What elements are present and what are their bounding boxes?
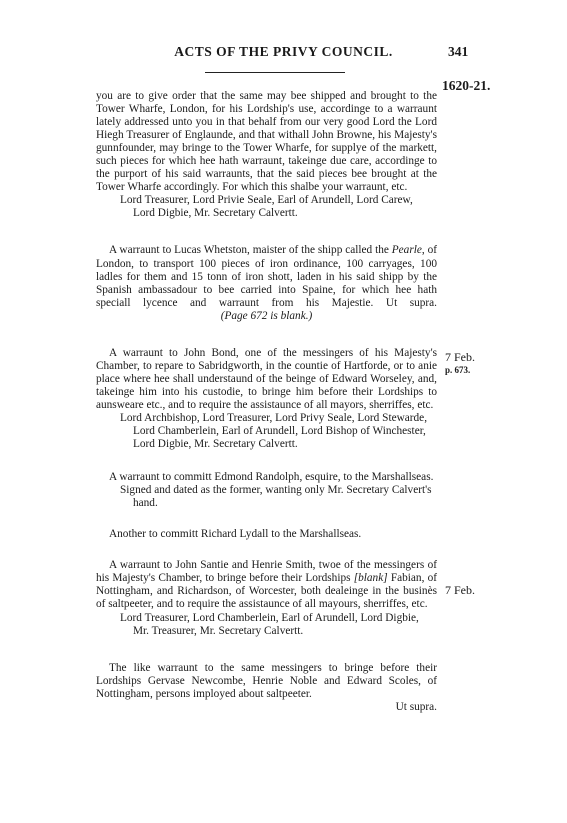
paragraph-edmond-randolph: A warraunt to committ Edmond Randolph, esquire, to the Marshallseas. xyxy=(109,471,434,484)
paragraph-lucas-whetston: A warraunt to Lucas Whetston, maister of the shipp called the Pearle, of London, to transport 100 pieces of iron ordinance, 100 carryages, 100 ladles for them and 15 tonn of iron shott, laden in his said shipp by the Spanish ambassadour to bee carried into Spaine, for which hee hath speciall lycence and warraunt from his Majestie. Ut supra. xyxy=(96,244,438,309)
signatories: Lord Archbishop, Lord Treasurer, Lord Privy Seale, Lord Stewarde, Lord Chamberlein, Earl of Arundell, Lord Bishop of Winchester, Lord Digbie, Mr. Secretary Calvertt. xyxy=(120,411,428,451)
margin-page-ref: p. 673. xyxy=(445,365,471,375)
document-body xyxy=(96,90,437,714)
paragraph-richard-lydall: Another to committ Richard Lydall to the Marshallseas. xyxy=(109,528,362,541)
running-title: ACTS OF THE PRIVY COUNCIL. xyxy=(174,44,393,59)
page-blank-note: (Page 672 is blank.) xyxy=(220,309,313,322)
margin-note-first xyxy=(445,351,475,377)
blank-marker: [blank] xyxy=(353,572,388,585)
paragraph-santie-smith: A warraunt to John Santie and Henrie Smith, twoe of the messingers of his Majesty's Chamber, to bringe before their Lordships [blank] Fabian, of Nottingham, and Richardson, of Worcester, both dealeinge in the businès of saltpeeter, and to require the assistaunce of all mayours, sherriffes, etc. xyxy=(96,559,437,611)
signatories: Signed and dated as the former, wanting only Mr. Secretary Calvert's hand. xyxy=(120,484,432,510)
paragraph-continuation: you are to give order that the same may bee shipped and brought to the Tower Wharfe, London, for his Lordship's use, accordinge to a warraunt lately addressed unto you in that behalf from our very good Lord the Lord Hiegh Treasurer of Englaunde, and that withall John Browne, his Majesty's gunnfounder, may bringe to the Tower Wharfe, for supplye of the markett, such pieces for which hee hath warraunt, takeinge due care, accordinge to the purport of his said warraunts, that the said pieces bee brought at the Tower Wharfe accordingly. For which this shalbe your warraunt, etc. xyxy=(96,90,437,194)
paragraph-john-bond: A warraunt to John Bond, one of the messingers of his Majesty's Chamber, to repare to Sabridgworth, in the countie of Hartforde, or to anie place where hee shall understaund of the beinge of Edward Worseley, and, takeinge him into his custodie, to bringe him before their Lordships to aunsweare etc., and to require the assistaunce of all mayors, sherriffes, etc. xyxy=(96,346,437,411)
margin-note-second xyxy=(445,584,475,597)
signatories: Lord Treasurer, Lord Chamberlein, Earl of Arundell, Lord Digbie, Mr. Treasurer, Mr. Secretary Calvertt. xyxy=(120,611,419,637)
signatories: Lord Treasurer, Lord Privie Seale, Earl of Arundell, Lord Carew, Lord Digbie, Mr. Secretary Calvertt. xyxy=(120,194,413,220)
page-number: 341 xyxy=(448,44,469,59)
ut-supra: Ut supra. xyxy=(385,296,438,309)
year-note: 1620-21. xyxy=(442,78,491,93)
ship-name: Pearle xyxy=(391,244,422,257)
margin-date: 7 Feb. xyxy=(445,583,475,597)
header-rule xyxy=(205,72,345,73)
ut-supra: Ut supra. xyxy=(395,700,437,713)
paragraph-gervase-newcombe: The like warraunt to the same messingers to bringe before their Lordships Gervase Newcombe, Henrie Noble and Edward Scoles, of Nottingham, persons imployed about saltpeeter. xyxy=(96,661,437,700)
margin-date: 7 Feb. xyxy=(445,350,475,364)
